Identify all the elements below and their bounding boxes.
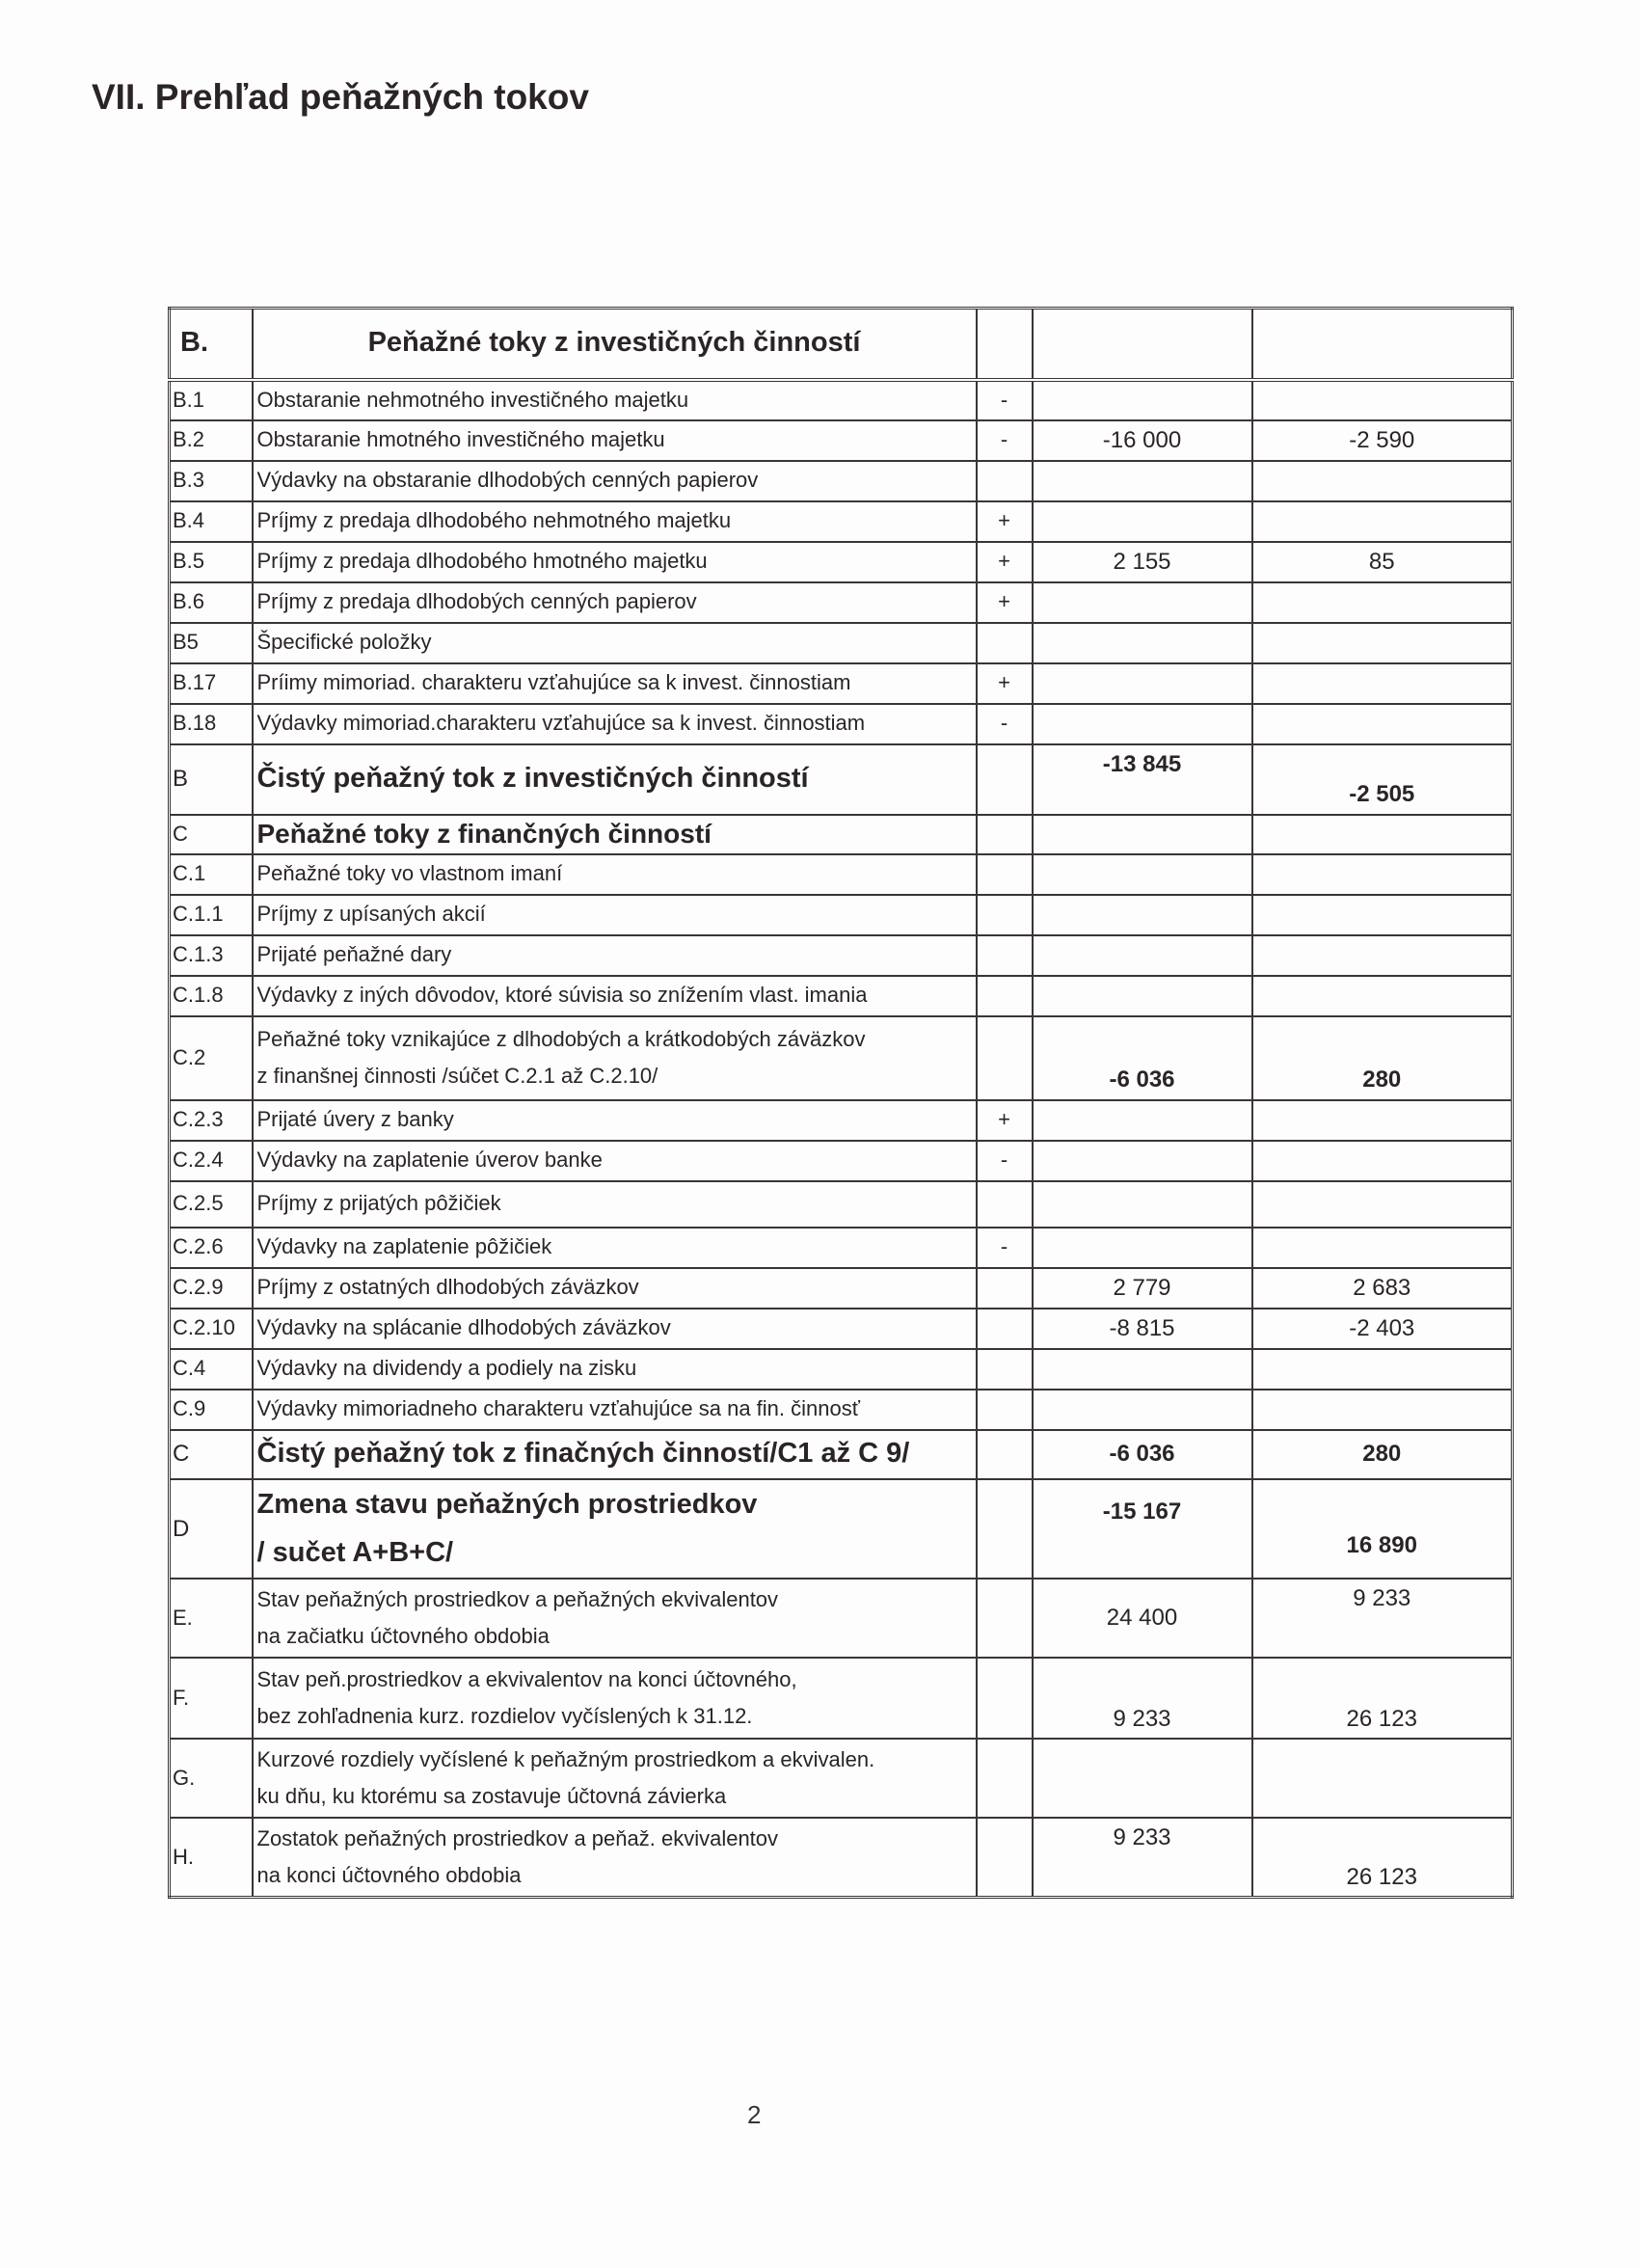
row-description <box>253 542 977 582</box>
row-value-2 <box>1252 1739 1513 1818</box>
row-code: C <box>170 1430 253 1479</box>
description-line: Špecifické položky <box>256 630 432 655</box>
description-line: Príjmy z predaja dlhodobého hmotného majetku <box>256 549 708 574</box>
row-description <box>253 582 977 623</box>
table-row <box>170 1390 1513 1430</box>
row-code: C.1.1 <box>170 895 253 935</box>
value-text: -2 403 <box>1349 1314 1415 1341</box>
row-value-1 <box>1033 1100 1252 1141</box>
row-description <box>253 744 977 815</box>
row-description <box>253 623 977 663</box>
row-value-2 <box>1252 1141 1513 1181</box>
description-line: Výdavky mimoriad.charakteru vzťahujúce sa k invest. činnostiam <box>256 711 866 736</box>
row-sign: + <box>977 663 1033 704</box>
row-value-2 <box>1252 1430 1513 1479</box>
row-sign: - <box>977 380 1033 420</box>
row-sign <box>977 1309 1033 1349</box>
value-text: -6 036 <box>1109 1066 1175 1094</box>
row-sign <box>977 744 1033 815</box>
table-row <box>170 1349 1513 1390</box>
value-text: -13 845 <box>1102 750 1182 777</box>
table-row <box>170 744 1513 815</box>
row-code: B.1 <box>170 380 253 420</box>
row-code: C.1.8 <box>170 976 253 1016</box>
value-text: 2 683 <box>1353 1274 1411 1301</box>
value-text: 9 233 <box>1113 1824 1171 1850</box>
description-line: Zostatok peňažných prostriedkov a peňaž. ekvivalentov <box>256 1825 779 1850</box>
description-line: na začiatku účtovného obdobia <box>256 1624 550 1648</box>
row-value-1 <box>1033 461 1252 501</box>
header-col1 <box>1033 309 1252 380</box>
row-value-2 <box>1252 1349 1513 1390</box>
row-sign <box>977 1390 1033 1430</box>
row-sign <box>977 1579 1033 1658</box>
row-code: C.2.9 <box>170 1268 253 1309</box>
row-value-2 <box>1252 1228 1513 1268</box>
row-sign: - <box>977 704 1033 744</box>
table-row <box>170 1430 1513 1479</box>
description-line: z finanšnej činnosti /súčet C.2.1 až C.2.10/ <box>256 1064 658 1088</box>
row-code: B.4 <box>170 501 253 542</box>
description-line: Čistý peňažný tok z finačných činností/C1 až C 9/ <box>256 1438 910 1470</box>
table-row <box>170 854 1513 895</box>
description-line: Peňažné toky vo vlastnom imaní <box>256 861 563 886</box>
row-value-2 <box>1252 744 1513 815</box>
value-text: -2 590 <box>1349 426 1415 453</box>
row-code: C.2.6 <box>170 1228 253 1268</box>
row-value-2 <box>1252 582 1513 623</box>
row-code: H. <box>170 1818 253 1898</box>
row-code: F. <box>170 1658 253 1739</box>
table-row <box>170 1579 1513 1658</box>
row-value-2 <box>1252 1658 1513 1739</box>
description-line: Výdavky na zaplatenie úverov banke <box>256 1148 603 1173</box>
row-value-2 <box>1252 663 1513 704</box>
row-value-1 <box>1033 744 1252 815</box>
description-line: Príjmy z prijatých pôžičiek <box>256 1191 501 1216</box>
row-code: B.18 <box>170 704 253 744</box>
row-code: B.3 <box>170 461 253 501</box>
row-value-1 <box>1033 704 1252 744</box>
description-line: Stav peňažných prostriedkov a peňažných ekvivalentov <box>256 1586 779 1611</box>
description-line: ku dňu, ku ktorému sa zostavuje účtovná závierka <box>256 1784 727 1808</box>
row-value-2 <box>1252 815 1513 854</box>
row-sign: + <box>977 582 1033 623</box>
table-row <box>170 1228 1513 1268</box>
row-value-1 <box>1033 1181 1252 1228</box>
value-text: 26 123 <box>1346 1705 1417 1732</box>
description-line: Príjmy z upísaných akcií <box>256 902 486 927</box>
row-sign <box>977 1739 1033 1818</box>
row-value-1 <box>1033 1349 1252 1390</box>
value-text: -6 036 <box>1109 1441 1175 1468</box>
header-sign <box>977 309 1033 380</box>
table-row <box>170 582 1513 623</box>
row-value-1 <box>1033 1479 1252 1580</box>
row-value-2 <box>1252 935 1513 976</box>
row-value-1 <box>1033 1390 1252 1430</box>
row-description <box>253 935 977 976</box>
row-value-2 <box>1252 1309 1513 1349</box>
row-sign <box>977 815 1033 854</box>
row-value-2 <box>1252 704 1513 744</box>
row-value-2 <box>1252 1579 1513 1658</box>
row-description <box>253 1579 977 1658</box>
row-code: C.2.10 <box>170 1309 253 1349</box>
row-value-1 <box>1033 976 1252 1016</box>
row-sign <box>977 1349 1033 1390</box>
row-value-1 <box>1033 1818 1252 1898</box>
table-row <box>170 663 1513 704</box>
row-value-2 <box>1252 380 1513 420</box>
row-sign: - <box>977 1141 1033 1181</box>
row-value-1 <box>1033 1658 1252 1739</box>
row-sign <box>977 895 1033 935</box>
description-line: Príimy mimoriad. charakteru vzťahujúce sa k invest. činnostiam <box>256 670 851 695</box>
value-text: 24 400 <box>1106 1605 1178 1632</box>
description-line: Peňažné toky vznikajúce z dlhodobých a krátkodobých záväzkov <box>256 1026 866 1051</box>
row-code: D <box>170 1479 253 1580</box>
row-sign <box>977 461 1033 501</box>
row-sign <box>977 1430 1033 1479</box>
row-value-2 <box>1252 976 1513 1016</box>
description-line: Peňažné toky z finančných činností <box>256 818 712 849</box>
row-value-1 <box>1033 1268 1252 1309</box>
description-line: bez zohľadnenia kurz. rozdielov vyčíslených k 31.12. <box>256 1704 753 1728</box>
row-code: C.1.3 <box>170 935 253 976</box>
row-value-1 <box>1033 663 1252 704</box>
row-code: C.4 <box>170 1349 253 1390</box>
row-sign <box>977 1016 1033 1100</box>
row-code: C.2.4 <box>170 1141 253 1181</box>
row-sign <box>977 935 1033 976</box>
row-code: C.2 <box>170 1016 253 1100</box>
row-value-1 <box>1033 420 1252 461</box>
table-row <box>170 420 1513 461</box>
row-description <box>253 461 977 501</box>
description-line: Prijaté peňažné dary <box>256 942 452 967</box>
row-value-2 <box>1252 1181 1513 1228</box>
row-description <box>253 1430 977 1479</box>
row-sign <box>977 1181 1033 1228</box>
description-line: / sučet A+B+C/ <box>256 1537 454 1569</box>
description-line: Zmena stavu peňažných prostriedkov <box>256 1488 758 1520</box>
value-text: 280 <box>1362 1441 1402 1468</box>
row-value-1 <box>1033 1430 1252 1479</box>
table-row <box>170 1141 1513 1181</box>
row-value-1 <box>1033 542 1252 582</box>
row-description <box>253 1100 977 1141</box>
value-text: -8 815 <box>1109 1314 1175 1341</box>
row-code: C.1 <box>170 854 253 895</box>
description-line: Obstaranie hmotného investičného majetku <box>256 427 665 452</box>
table-row <box>170 1268 1513 1309</box>
description-line: Čistý peňažný tok z investičných činností <box>256 763 809 795</box>
row-value-2 <box>1252 501 1513 542</box>
row-description <box>253 815 977 854</box>
row-value-2 <box>1252 420 1513 461</box>
row-sign: + <box>977 1100 1033 1141</box>
row-description <box>253 1349 977 1390</box>
row-value-2 <box>1252 623 1513 663</box>
description-line: Výdavky na obstaranie dlhodobých cenných papierov <box>256 468 759 493</box>
row-description <box>253 1658 977 1739</box>
row-code: C.2.5 <box>170 1181 253 1228</box>
row-value-1 <box>1033 1228 1252 1268</box>
row-sign <box>977 1479 1033 1580</box>
row-value-2 <box>1252 542 1513 582</box>
row-value-1 <box>1033 501 1252 542</box>
description-line: Stav peň.prostriedkov a ekvivalentov na konci účtovného, <box>256 1666 797 1691</box>
table-row <box>170 1818 1513 1898</box>
row-value-1 <box>1033 1579 1252 1658</box>
row-sign <box>977 1818 1033 1898</box>
row-value-1 <box>1033 935 1252 976</box>
row-description <box>253 420 977 461</box>
row-value-2 <box>1252 1390 1513 1430</box>
row-value-2 <box>1252 1016 1513 1100</box>
page-number: 2 <box>747 2100 762 2129</box>
row-description <box>253 1479 977 1580</box>
table-row <box>170 380 1513 420</box>
row-description <box>253 704 977 744</box>
row-value-2 <box>1252 461 1513 501</box>
table-row <box>170 1658 1513 1739</box>
row-description <box>253 1268 977 1309</box>
row-description <box>253 663 977 704</box>
table-row <box>170 1181 1513 1228</box>
row-value-2 <box>1252 1100 1513 1141</box>
page-title: VII. Prehľad peňažných tokov <box>92 77 589 117</box>
value-text: -15 167 <box>1102 1498 1182 1526</box>
table-row <box>170 935 1513 976</box>
row-description <box>253 1390 977 1430</box>
row-code: G. <box>170 1739 253 1818</box>
description-line: Výdavky z iných dôvodov, ktoré súvisia so znížením vlast. imania <box>256 983 868 1008</box>
table-row <box>170 1016 1513 1100</box>
table-header-row <box>170 309 1513 380</box>
table-row <box>170 461 1513 501</box>
row-code: B.2 <box>170 420 253 461</box>
table-row <box>170 704 1513 744</box>
row-value-1 <box>1033 854 1252 895</box>
value-text: -16 000 <box>1102 426 1182 453</box>
row-code: C <box>170 815 253 854</box>
description-line: Výdavky na dividendy a podiely na zisku <box>256 1356 637 1381</box>
table-row <box>170 895 1513 935</box>
description-line: Výdavky na splácanie dlhodobých záväzkov <box>256 1315 671 1340</box>
table-row <box>170 1309 1513 1349</box>
row-description <box>253 895 977 935</box>
value-text: 26 123 <box>1346 1863 1417 1890</box>
row-sign <box>977 854 1033 895</box>
row-description <box>253 1739 977 1818</box>
row-value-1 <box>1033 1141 1252 1181</box>
row-description <box>253 1228 977 1268</box>
table-row <box>170 1479 1513 1580</box>
description-line: Obstaranie nehmotného investičného majetku <box>256 387 689 412</box>
row-code: C.9 <box>170 1390 253 1430</box>
row-value-2 <box>1252 1268 1513 1309</box>
description-line: Výdavky na zaplatenie pôžičiek <box>256 1234 552 1259</box>
row-value-1 <box>1033 623 1252 663</box>
description-line: Príjmy z predaja dlhodobých cenných papierov <box>256 589 697 614</box>
description-line: Kurzové rozdiely vyčíslené k peňažným prostriedkom a ekvivalen. <box>256 1746 875 1771</box>
row-code: C.2.3 <box>170 1100 253 1141</box>
row-sign: - <box>977 1228 1033 1268</box>
value-text: 2 155 <box>1113 548 1171 575</box>
row-value-1 <box>1033 1309 1252 1349</box>
row-code: B5 <box>170 623 253 663</box>
value-text: 2 779 <box>1113 1274 1171 1301</box>
table-row <box>170 501 1513 542</box>
row-value-1 <box>1033 380 1252 420</box>
row-code: B.17 <box>170 663 253 704</box>
row-description <box>253 1141 977 1181</box>
row-sign: + <box>977 501 1033 542</box>
row-sign <box>977 1268 1033 1309</box>
table-row <box>170 815 1513 854</box>
table-row <box>170 542 1513 582</box>
row-description <box>253 1818 977 1898</box>
header-title: Peňažné toky z investičných činností <box>253 309 977 380</box>
row-description <box>253 380 977 420</box>
value-text: 9 233 <box>1353 1585 1411 1611</box>
value-text: 9 233 <box>1113 1705 1171 1732</box>
table-row <box>170 1739 1513 1818</box>
row-description <box>253 1016 977 1100</box>
value-text: 85 <box>1368 548 1395 575</box>
description-line: Prijaté úvery z banky <box>256 1107 454 1132</box>
row-value-1 <box>1033 1016 1252 1100</box>
row-sign <box>977 976 1033 1016</box>
row-value-2 <box>1252 895 1513 935</box>
table-row <box>170 976 1513 1016</box>
row-value-1 <box>1033 582 1252 623</box>
cash-flow-table <box>168 307 1514 1899</box>
row-code: E. <box>170 1579 253 1658</box>
row-value-2 <box>1252 1818 1513 1898</box>
row-value-1 <box>1033 895 1252 935</box>
row-sign: - <box>977 420 1033 461</box>
row-description <box>253 1309 977 1349</box>
description-line: Príjmy z predaja dlhodobého nehmotného majetku <box>256 508 732 533</box>
row-description <box>253 1181 977 1228</box>
row-value-2 <box>1252 854 1513 895</box>
row-sign <box>977 623 1033 663</box>
row-code: B.5 <box>170 542 253 582</box>
value-text: -2 505 <box>1349 781 1415 808</box>
row-code: B <box>170 744 253 815</box>
description-line: na konci účtovného obdobia <box>256 1863 522 1887</box>
value-text: 280 <box>1362 1066 1402 1094</box>
row-sign: + <box>977 542 1033 582</box>
header-code: B. <box>170 309 253 380</box>
row-sign <box>977 1658 1033 1739</box>
value-text: 16 890 <box>1346 1532 1417 1559</box>
header-col2 <box>1252 309 1513 380</box>
row-code: B.6 <box>170 582 253 623</box>
description-line: Výdavky mimoriadneho charakteru vzťahujúce sa na fin. činnosť <box>256 1396 860 1421</box>
table-row <box>170 1100 1513 1141</box>
row-value-2 <box>1252 1479 1513 1580</box>
row-description <box>253 854 977 895</box>
description-line: Príjmy z ostatných dlhodobých záväzkov <box>256 1275 639 1300</box>
table-row <box>170 623 1513 663</box>
row-description <box>253 976 977 1016</box>
row-value-1 <box>1033 1739 1252 1818</box>
row-value-1 <box>1033 815 1252 854</box>
row-description <box>253 501 977 542</box>
